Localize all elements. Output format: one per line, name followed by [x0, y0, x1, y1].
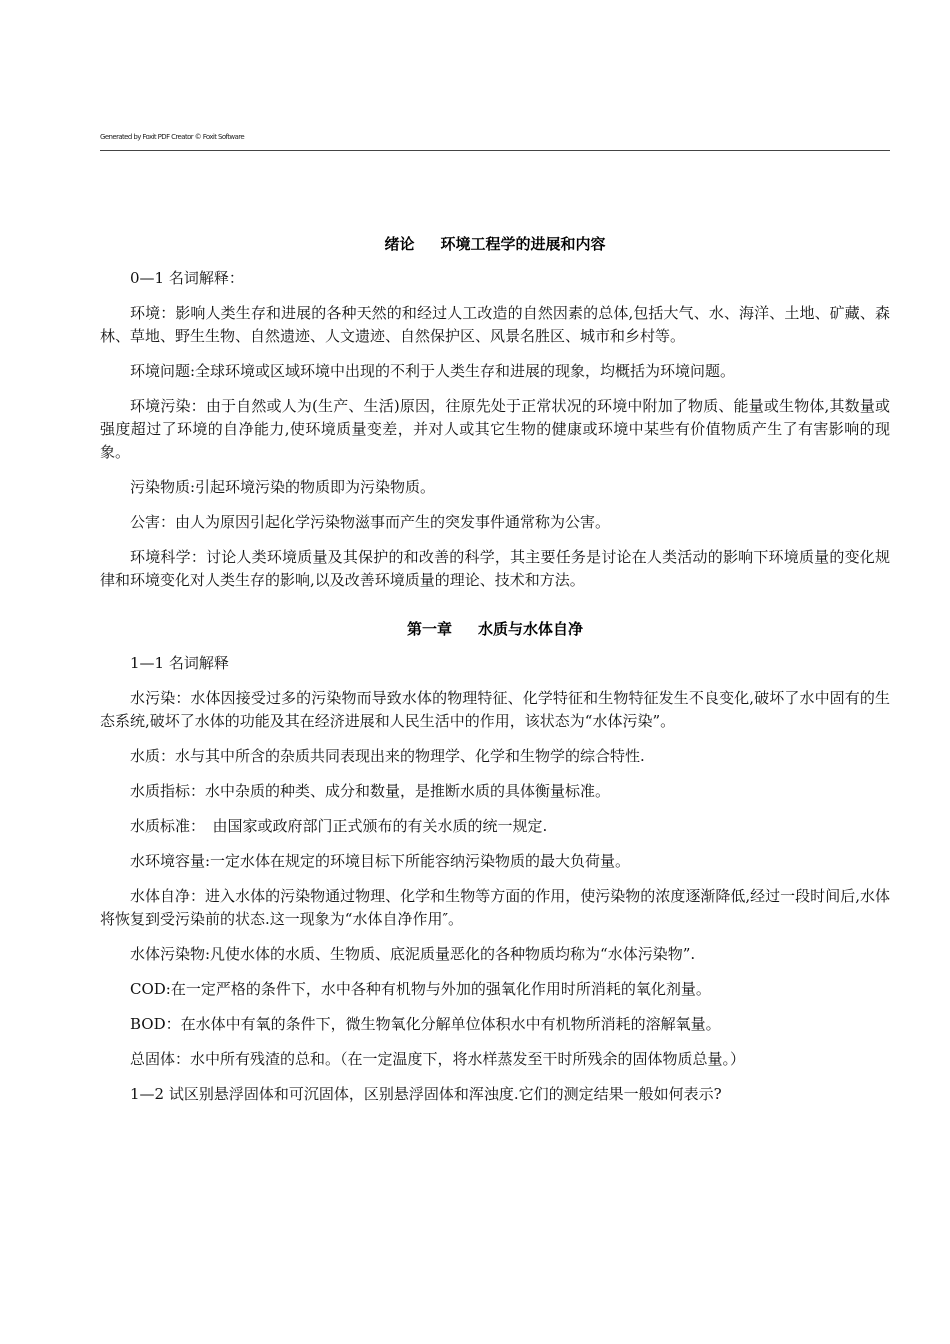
definition-environment: 环境：影响人类生存和进展的各种天然的和经过人工改造的自然因素的总体,包括大气、水、海洋、土地、矿藏、森林、草地、野生生物、自然遗迹、人文遗迹、自然保护区、风景名胜区、城市和乡村等。: [100, 304, 890, 345]
definition-bod: BOD：在水体中有氧的条件下，微生物氧化分解单位体积水中有机物所消耗的溶解氧量。: [130, 1015, 721, 1033]
chapter1-heading-part-b: 水质与水体自净: [478, 620, 584, 638]
chapter1-heading-part-a: 第一章: [406, 620, 452, 638]
page-header: [100, 130, 890, 151]
intro-section-label: 0—1 名词解释：: [130, 269, 244, 287]
definition-water-quality: 水质：水与其中所含的杂质共同表现出来的物理学、化学和生物学的综合特性.: [130, 747, 645, 765]
definition-self-purification: 水体自净：进入水体的污染物通过物理、化学和生物等方面的作用，使污染物的浓度逐渐降低,经过一段时间后,水体将恢复到受污染前的状态.这一现象为“水体自净作用″。: [100, 887, 890, 928]
definition-water-pollutant: 水体污染物:凡使水体的水质、生物质、底泥质量恶化的各种物质均称为“水体污染物”.: [130, 945, 696, 963]
definition-cod: COD:在一定严格的条件下，水中各种有机物与外加的强氧化作用时所消耗的氧化剂量。: [130, 980, 711, 998]
intro-heading-part-b: 环境工程学的进展和内容: [440, 235, 606, 253]
definition-water-pollution: 水污染：水体因接受过多的污染物而导致水体的物理特征、化学特征和生物特征发生不良变化,破坏了水中固有的生态系统,破坏了水体的功能及其在经济进展和人民生活中的作用，该状态为“水体污染”。: [100, 689, 890, 730]
intro-heading-part-a: 绪论: [384, 235, 415, 253]
definition-water-quality-index: 水质指标：水中杂质的种类、成分和数量，是推断水质的具体衡量标准。: [130, 782, 611, 800]
definition-total-solids: 总固体：水中所有残渣的总和。（在一定温度下，将水样蒸发至干时所残余的固体物质总量。）: [130, 1050, 746, 1068]
definition-pollutant: 污染物质:引起环境污染的物质即为污染物质。: [130, 478, 436, 496]
definition-water-quality-standard: 水质标准： 由国家或政府部门正式颁布的有关水质的统一规定.: [130, 817, 548, 835]
chapter1-section-label: 1—1 名词解释: [130, 654, 229, 672]
definition-environmental-pollution: 环境污染：由于自然或人为(生产、生活)原因，往原先处于正常状况的环境中附加了物质、能量或生物体,其数量或强度超过了环境的自净能力,使环境质量变差，并对人或其它生物的健康或环境中某些有价值物质产生了有害影响的现象。: [100, 397, 890, 461]
document-body: [100, 233, 890, 1106]
header-watermark-text: Generated by Foxit PDF Creator © Foxit Software: [100, 133, 245, 141]
question-1-2: 1—2 试区别悬浮固体和可沉固体，区别悬浮固体和浑浊度.它们的测定结果一般如何表示?: [130, 1085, 722, 1103]
definition-environmental-problem: 环境问题:全球环境或区域环境中出现的不利于人类生存和进展的现象，均概括为环境问题。: [130, 362, 736, 380]
intro-heading: [100, 233, 890, 255]
chapter1-heading: [100, 618, 890, 640]
definition-water-environment-capacity: 水环境容量:一定水体在规定的环境目标下所能容纳污染物质的最大负荷量。: [130, 852, 631, 870]
definition-environmental-science: 环境科学：讨论人类环境质量及其保护的和改善的科学，其主要任务是讨论在人类活动的影响下环境质量的变化规律和环境变化对人类生存的影响,以及改善环境质量的理论、技术和方法。: [100, 548, 890, 589]
definition-public-hazard: 公害：由人为原因引起化学污染物滋事而产生的突发事件通常称为公害。: [130, 513, 611, 531]
